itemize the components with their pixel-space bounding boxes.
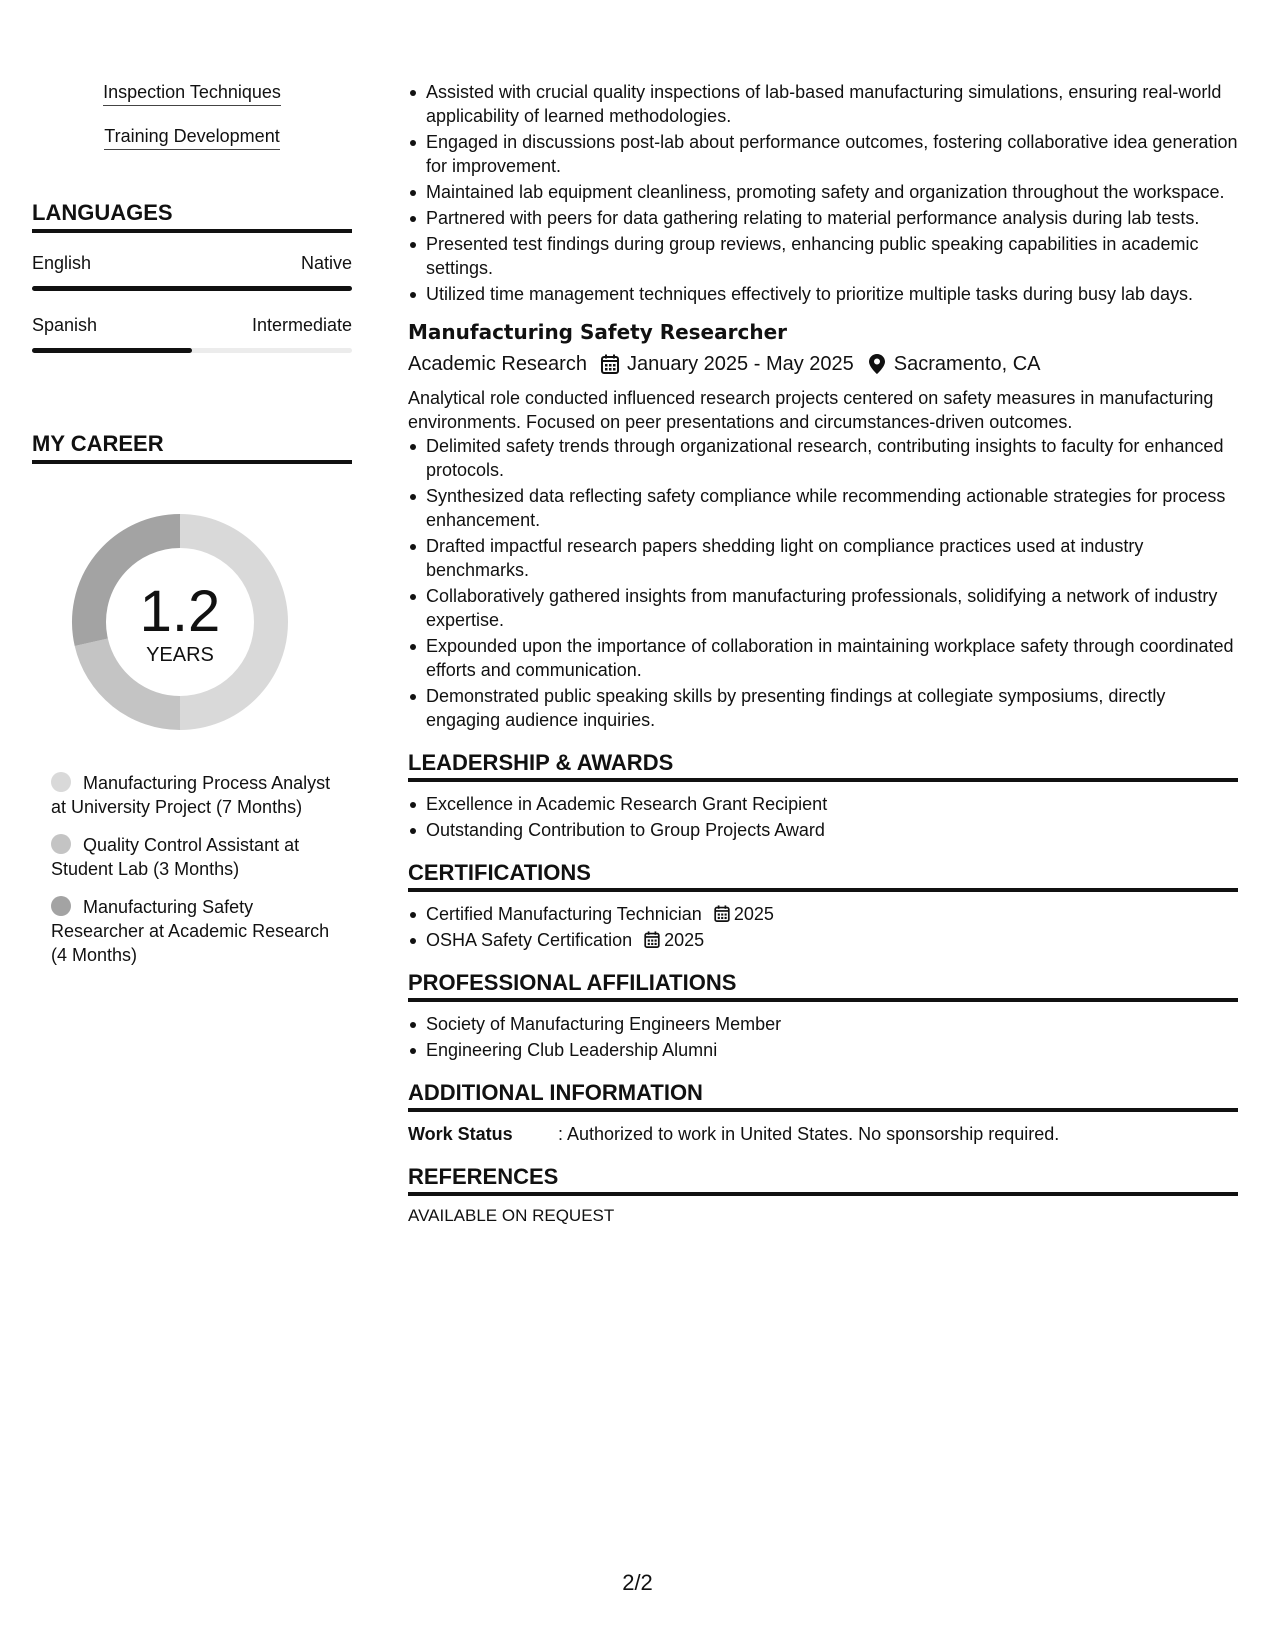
certification-name: OSHA Safety Certification — [426, 930, 633, 950]
work-status-value: : Authorized to work in United States. No sponsorship required. — [558, 1124, 1060, 1144]
location-pin-icon — [868, 354, 886, 374]
job-bullets — [408, 434, 1238, 732]
job-title: Manufacturing Safety Researcher — [408, 320, 788, 344]
bullet-item: Utilized time management techniques effectively to prioritize multiple tasks during busy lab days. — [408, 282, 1238, 306]
bullet-item: Engaged in discussions post-lab about performance outcomes, fostering collaborative idea generation for improvement. — [408, 130, 1238, 178]
bullet-item: Presented test findings during group reviews, enhancing public speaking capabilities in academic settings. — [408, 232, 1238, 280]
awards-heading: LEADERSHIP & AWARDS — [408, 750, 1238, 782]
job-dates: January 2025 - May 2025 — [626, 353, 854, 375]
job-meta — [408, 350, 1238, 378]
certification-item — [408, 928, 1238, 952]
references-heading: REFERENCES — [408, 1164, 1238, 1196]
language-proficiency-fill — [32, 348, 192, 353]
language-proficiency-bar — [32, 348, 352, 353]
award-item: Outstanding Contribution to Group Projects Award — [408, 818, 1238, 842]
certification-year: 2025 — [664, 930, 705, 950]
sidebar — [32, 82, 352, 981]
legend-dot — [51, 772, 71, 792]
career-legend — [32, 771, 352, 967]
references-text: AVAILABLE ON REQUEST — [408, 1206, 615, 1225]
language-proficiency-fill — [32, 286, 352, 291]
career-total-unit: YEARS — [146, 644, 214, 666]
previous-job-bullets — [408, 80, 1238, 306]
awards-list — [408, 792, 1238, 842]
skill-item — [32, 82, 352, 106]
bullet-item: Synthesized data reflecting safety compliance while recommending actionable strategies for process enhancement. — [408, 484, 1238, 532]
language-name: Spanish — [32, 315, 98, 335]
career-donut-chart — [65, 507, 295, 737]
career-legend-item — [51, 833, 331, 881]
affiliation-item: Society of Manufacturing Engineers Member — [408, 1012, 1238, 1036]
calendar-icon — [644, 931, 660, 948]
language-level: Intermediate — [251, 315, 352, 335]
bullet-item: Partnered with peers for data gathering relating to material performance analysis during lab tests. — [408, 206, 1238, 230]
certifications-list — [408, 902, 1238, 952]
career-legend-label: Manufacturing Safety Researcher at Academic Research (4 Months) — [51, 897, 330, 965]
legend-dot — [51, 896, 71, 916]
languages-heading: LANGUAGES — [32, 200, 352, 233]
award-item: Excellence in Academic Research Grant Recipient — [408, 792, 1238, 816]
certifications-heading: CERTIFICATIONS — [408, 860, 1238, 892]
calendar-icon — [714, 905, 730, 922]
bullet-item: Drafted impactful research papers shedding light on compliance practices used at industry benchmarks. — [408, 534, 1238, 582]
career-legend-item — [51, 771, 331, 819]
language-proficiency-bar — [32, 286, 352, 291]
work-status-row — [408, 1122, 1238, 1146]
bullet-item: Expounded upon the importance of collaboration in maintaining workplace safety through coordinated efforts and communication. — [408, 634, 1238, 682]
skill-item — [32, 126, 352, 150]
additional-info-heading: ADDITIONAL INFORMATION — [408, 1080, 1238, 1112]
language-name: English — [32, 253, 92, 273]
legend-dot — [51, 834, 71, 854]
job-company: Academic Research — [408, 353, 587, 375]
affiliations-heading: PROFESSIONAL AFFILIATIONS — [408, 970, 1238, 1002]
language-item — [32, 315, 352, 353]
career-total-years: 1.2 — [139, 579, 221, 644]
page-number: 2/2 — [622, 1570, 653, 1595]
job-location: Sacramento, CA — [893, 353, 1041, 375]
career-heading: MY CAREER — [32, 431, 352, 464]
certification-item — [408, 902, 1238, 926]
bullet-item: Delimited safety trends through organizational research, contributing insights to faculty for enhanced protocols. — [408, 434, 1238, 482]
language-level: Native — [300, 253, 352, 273]
job-description: Analytical role conducted influenced research projects centered on safety measures in manufacturing environments. Focused on peer presentations and circumstances-driven outcomes. — [408, 388, 1214, 432]
main-content — [408, 80, 1238, 1226]
calendar-icon — [601, 354, 619, 374]
bullet-item: Assisted with crucial quality inspections of lab-based manufacturing simulations, ensuring real-world applicability of learned methodologies. — [408, 80, 1238, 128]
skill-label: Inspection Techniques — [103, 82, 281, 106]
career-legend-item — [51, 895, 331, 967]
affiliation-item: Engineering Club Leadership Alumni — [408, 1038, 1238, 1062]
career-legend-label: Manufacturing Process Analyst at University Project (7 Months) — [51, 773, 331, 817]
skill-label: Training Development — [104, 126, 279, 150]
bullet-item: Demonstrated public speaking skills by presenting findings at collegiate symposiums, directly engaging audience inquiries. — [408, 684, 1238, 732]
language-item — [32, 253, 352, 291]
work-status-label: Work Status — [408, 1124, 513, 1144]
certification-name: Certified Manufacturing Technician — [426, 904, 702, 924]
bullet-item: Collaboratively gathered insights from manufacturing professionals, solidifying a network of industry expertise. — [408, 584, 1238, 632]
affiliations-list — [408, 1012, 1238, 1062]
certification-year: 2025 — [733, 904, 774, 924]
bullet-item: Maintained lab equipment cleanliness, promoting safety and organization throughout the workspace. — [408, 180, 1238, 204]
career-legend-label: Quality Control Assistant at Student Lab (3 Months) — [51, 835, 300, 879]
